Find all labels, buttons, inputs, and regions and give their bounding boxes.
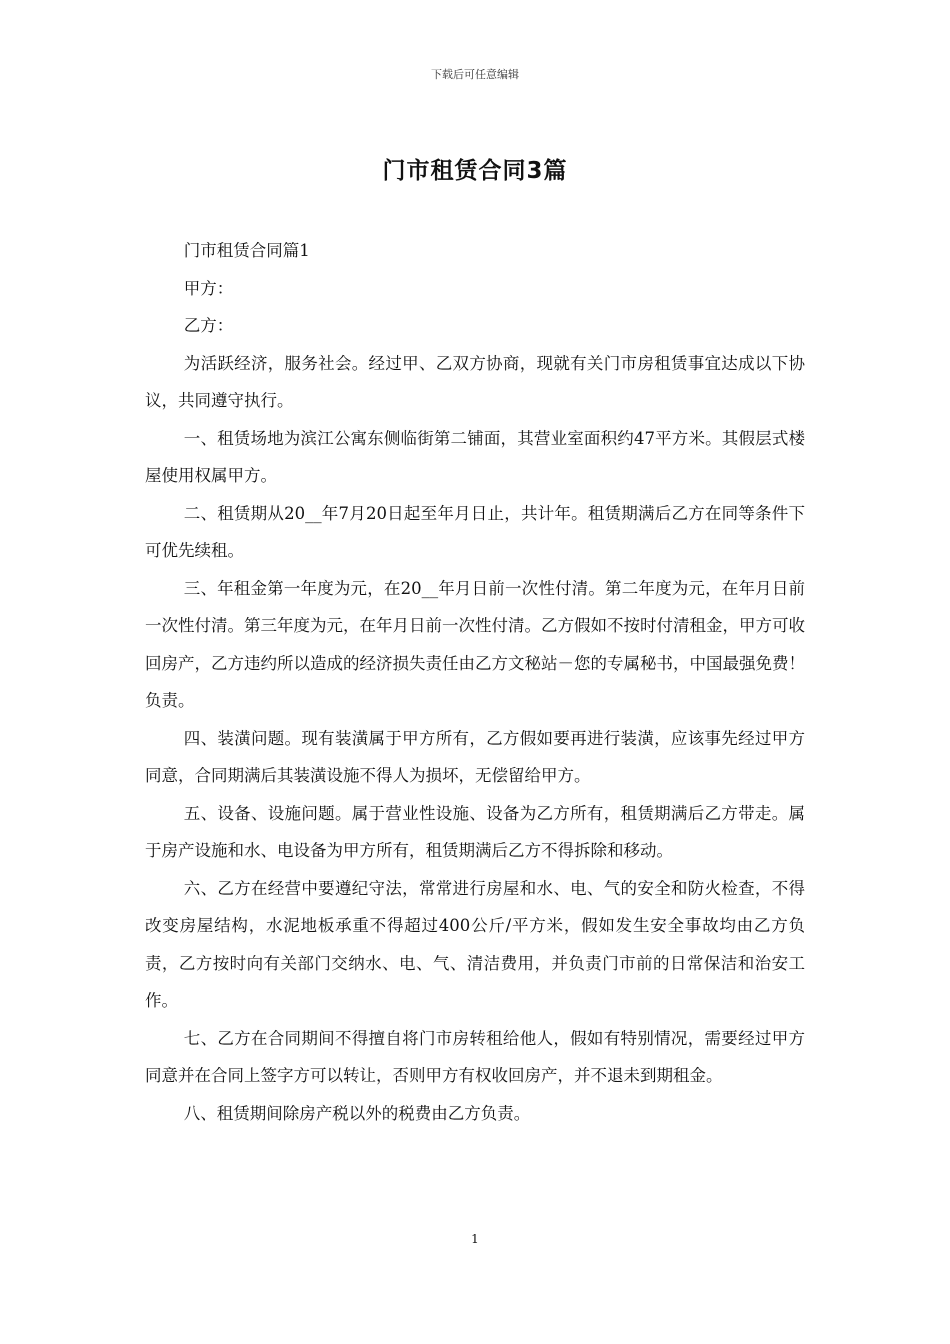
clause-3: 三、年租金第一年度为元，在20__年月日前一次性付清。第二年度为元，在年月日前一次性付清。第三年度为元，在年月日前一次性付清。乙方假如不按时付清租金，甲方可收回房产，乙方违约所以造成的经济损失责任由乙方文秘站－您的专属秘书，中国最强免费！负责。: [145, 578, 805, 710]
party-b-line: 乙方：: [183, 316, 234, 335]
document-title: 门市租赁合同3篇: [382, 158, 568, 184]
clause-2: 二、租赁期从20__年7月20日起至年月日止，共计年。租赁期满后乙方在同等条件下可优先续租。: [145, 503, 805, 560]
clause-7: 七、乙方在合同期间不得擅自将门市房转租给他人，假如有特别情况，需要经过甲方同意并在合同上签字方可以转让，否则甲方有权收回房产，并不退未到期租金。: [145, 1028, 805, 1085]
section-heading: 门市租赁合同篇1: [183, 241, 310, 260]
preamble-paragraph: 为活跃经济，服务社会。经过甲、乙双方协商，现就有关门市房租赁事宜达成以下协议，共同遵守执行。: [145, 353, 805, 410]
party-a-line: 甲方：: [183, 278, 234, 298]
page-number: 1: [471, 1232, 479, 1246]
clause-4: 四、装潢问题。现有装潢属于甲方所有，乙方假如要再进行装潢，应该事先经过甲方同意，合同期满后其装潢设施不得人为损坏，无偿留给甲方。: [145, 728, 805, 785]
clause-8: 八、租赁期间除房产税以外的税费由乙方负责。: [183, 1103, 531, 1123]
clause-6: 六、乙方在经营中要遵纪守法，常常进行房屋和水、电、气的安全和防火检查，不得改变房屋结构，水泥地板承重不得超过400公斤/平方米，假如发生安全事故均由乙方负责，乙方按时向有关部门交纳水、电、气、清洁费用，并负责门市前的日常保洁和治安工作。: [145, 878, 805, 1010]
clause-1: 一、租赁场地为滨江公寓东侧临街第二铺面，其营业室面积约47平方米。其假层式楼屋使用权属甲方。: [145, 428, 805, 485]
header-note: 下载后可任意编辑: [431, 68, 519, 81]
clause-5: 五、设备、设施问题。属于营业性设施、设备为乙方所有，租赁期满后乙方带走。属于房产设施和水、电设备为甲方所有，租赁期满后乙方不得拆除和移动。: [145, 803, 805, 860]
document-body: [145, 232, 805, 1132]
